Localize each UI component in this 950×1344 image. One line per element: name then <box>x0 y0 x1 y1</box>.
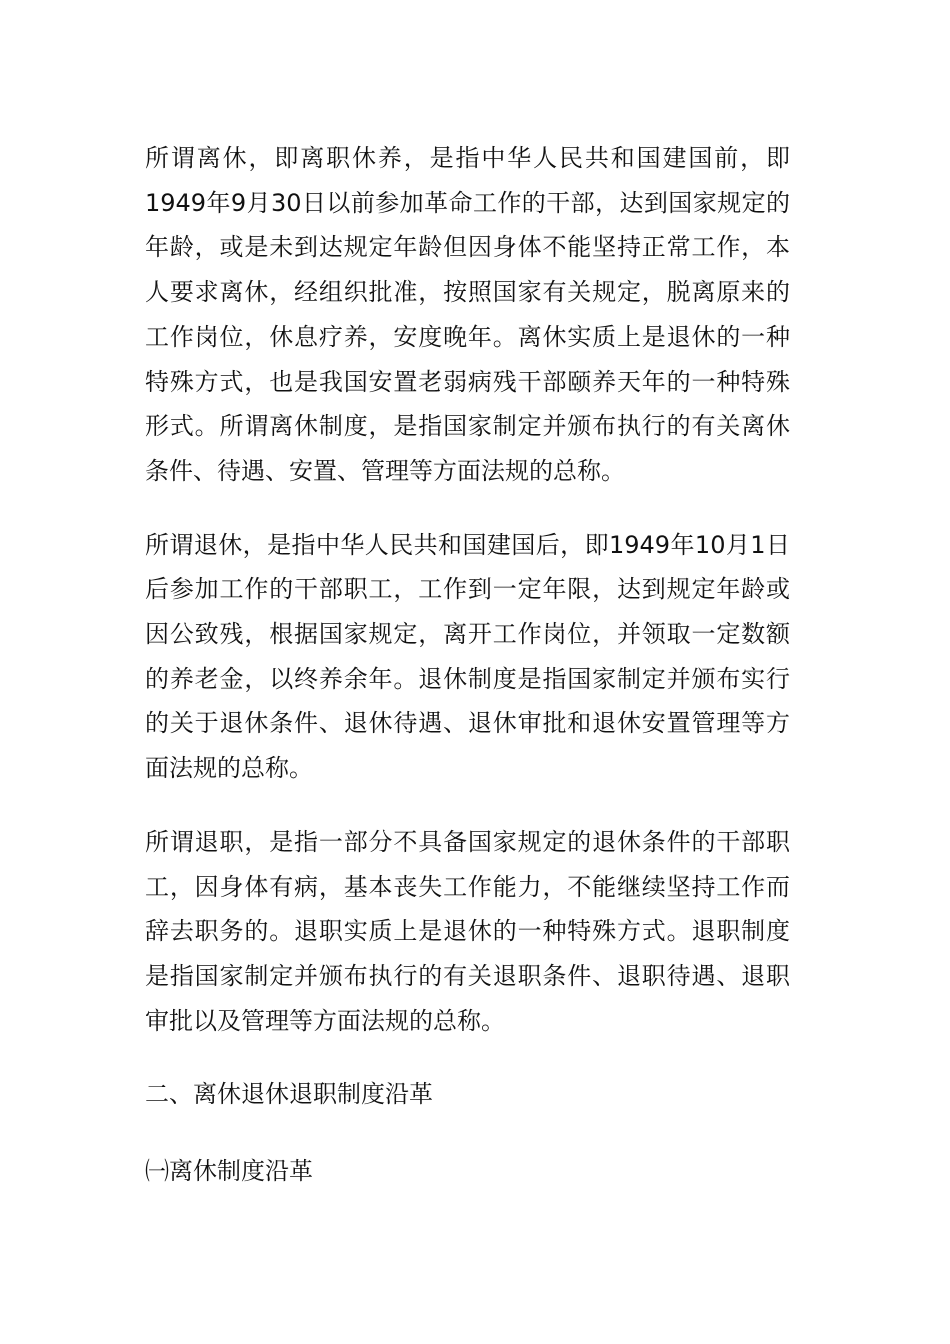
paragraph-tuixiu-definition: 所谓退休，是指中华人民共和国建国后，即1949年10月1日后参加工作的干部职工，工作到一定年限，达到规定年龄或因公致残，根据国家规定，离开工作岗位，并领取一定数额的养老金，以终养余年。退休制度是指国家制定并颁布实行的关于退休条件、退休待遇、退休审批和退休安置管理等方面法规的总称。 <box>145 530 790 783</box>
paragraph-lixiu-definition: 所谓离休，即离职休养，是指中华人民共和国建国前，即1949年9月30日以前参加革命工作的干部，达到国家规定的年龄，或是未到达规定年龄但因身体不能坚持正常工作，本人要求离休，经组织批准，按照国家有关规定，脱离原来的工作岗位，休息疗养，安度晚年。离休实质上是退休的一种特殊方式，也是我国安置老弱病残干部颐养天年的一种特殊形式。所谓离休制度，是指国家制定并颁布执行的有关离休条件、待遇、安置、管理等方面法规的总称。 <box>145 144 790 485</box>
paragraph-tuizhi-definition: 所谓退职，是指一部分不具备国家规定的退休条件的干部职工，因身体有病，基本丧失工作能力，不能继续坚持工作而辞去职务的。退职实质上是退休的一种特殊方式。退职制度是指国家制定并颁布执行的有关退职条件、退职待遇、退职审批以及管理等方面法规的总称。 <box>145 827 790 1035</box>
document-body <box>145 136 790 1226</box>
subsection-heading: ㈠离休制度沿革 <box>145 1157 313 1186</box>
section-heading: 二、离休退休退职制度沿革 <box>145 1080 433 1109</box>
